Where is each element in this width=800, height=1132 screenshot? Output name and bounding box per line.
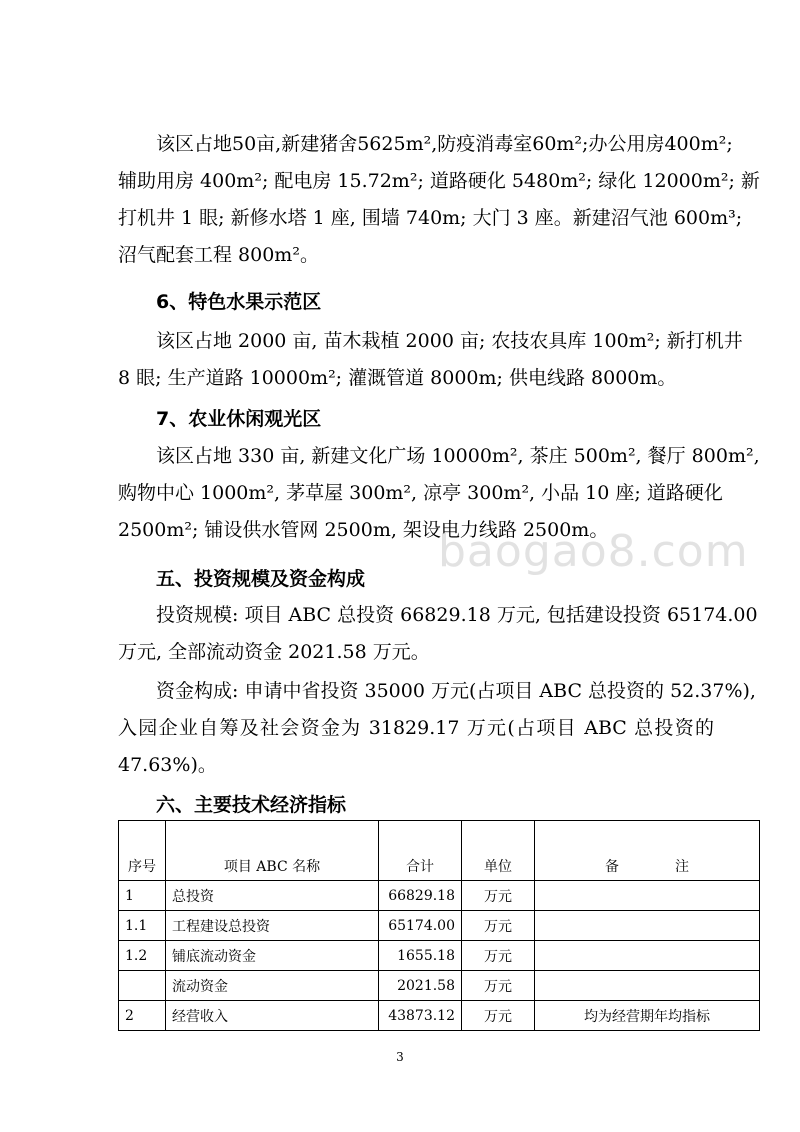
cell-note <box>535 971 760 1001</box>
cell-no: 1 <box>119 881 166 911</box>
scale-line-2: 万元, 全部流动资金 2021.58 万元。 <box>118 641 430 663</box>
zone7-heading: 7、农业休闲观光区 <box>156 408 322 430</box>
zone6-heading: 6、特色水果示范区 <box>156 291 322 313</box>
cell-sum: 65174.00 <box>379 911 462 941</box>
header-name: 项目 ABC 名称 <box>166 821 379 881</box>
header-no: 序号 <box>119 821 166 881</box>
table-header-row <box>119 821 760 881</box>
cell-note: 均为经营期年均指标 <box>535 1001 760 1031</box>
cell-unit: 万元 <box>462 941 535 971</box>
cell-unit: 万元 <box>462 971 535 1001</box>
zone5-paragraph <box>118 126 760 274</box>
scale-line-1: 投资规模: 项目 ABC 总投资 66829.18 万元, 包括建设投资 65174.00 <box>156 604 758 626</box>
cell-note <box>535 941 760 971</box>
section6-heading: 六、主要技术经济指标 <box>156 794 347 816</box>
cell-sum: 1655.18 <box>379 941 462 971</box>
table-row <box>119 1001 760 1031</box>
header-unit: 单位 <box>462 821 535 881</box>
table-row <box>119 911 760 941</box>
page-number: 3 <box>396 1050 404 1064</box>
zone5-line-3: 打机井 1 眼; 新修水塔 1 座, 围墙 740m; 大门 3 座。新建沼气池 600m³; <box>118 207 743 229</box>
table-row <box>119 941 760 971</box>
zone5-line-4: 沼气配套工程 800m²。 <box>118 244 319 266</box>
fund-composition-paragraph <box>118 673 756 784</box>
cell-sum: 66829.18 <box>379 881 462 911</box>
zone7-line-3: 2500m²; 铺设供水管网 2500m, 架设电力线路 2500m。 <box>118 519 609 541</box>
cell-no <box>119 971 166 1001</box>
section5-heading: 五、投资规模及资金构成 <box>156 568 366 590</box>
zone5-line-1: 该区占地50亩,新建猪舍5625m²,防疫消毒室60m²;办公用房400m²; <box>156 133 733 155</box>
indicators-table <box>118 820 760 1031</box>
cell-unit: 万元 <box>462 911 535 941</box>
zone6-paragraph <box>118 323 743 397</box>
cell-sum: 43873.12 <box>379 1001 462 1031</box>
zone6-line-1: 该区占地 2000 亩, 苗木栽植 2000 亩; 农技农具库 100m²; 新打机井 <box>156 330 743 352</box>
cell-name: 经营收入 <box>166 1001 379 1031</box>
cell-name: 流动资金 <box>166 971 379 1001</box>
cell-note <box>535 881 760 911</box>
cell-no: 1.2 <box>119 941 166 971</box>
cell-unit: 万元 <box>462 881 535 911</box>
cell-no: 2 <box>119 1001 166 1031</box>
cell-name: 总投资 <box>166 881 379 911</box>
composition-line-2: 入园企业自筹及社会资金为 31829.17 万元(占项目 ABC 总投资的 <box>118 717 714 739</box>
cell-name: 工程建设总投资 <box>166 911 379 941</box>
composition-line-3: 47.63%)。 <box>118 754 217 776</box>
investment-scale-paragraph <box>118 597 758 671</box>
zone7-paragraph <box>118 438 760 549</box>
zone7-line-2: 购物中心 1000m², 茅草屋 300m², 凉亭 300m², 小品 10 座; 道路硬化 <box>118 482 723 504</box>
cell-name: 铺底流动资金 <box>166 941 379 971</box>
cell-sum: 2021.58 <box>379 971 462 1001</box>
zone7-line-1: 该区占地 330 亩, 新建文化广场 10000m², 茶庄 500m², 餐厅 800m², <box>156 445 760 467</box>
watermark: baogao8.com <box>438 526 749 577</box>
composition-line-1: 资金构成: 申请中省投资 35000 万元(占项目 ABC 总投资的 52.37%), <box>156 680 756 702</box>
header-sum: 合计 <box>379 821 462 881</box>
cell-no: 1.1 <box>119 911 166 941</box>
table-row <box>119 971 760 1001</box>
table-row <box>119 881 760 911</box>
cell-unit: 万元 <box>462 1001 535 1031</box>
header-note: 备 注 <box>535 821 760 881</box>
zone5-line-2: 辅助用房 400m²; 配电房 15.72m²; 道路硬化 5480m²; 绿化 12000m²; 新 <box>118 170 760 192</box>
cell-note <box>535 911 760 941</box>
zone6-line-2: 8 眼; 生产道路 10000m²; 灌溉管道 8000m; 供电线路 8000m。 <box>118 367 677 389</box>
